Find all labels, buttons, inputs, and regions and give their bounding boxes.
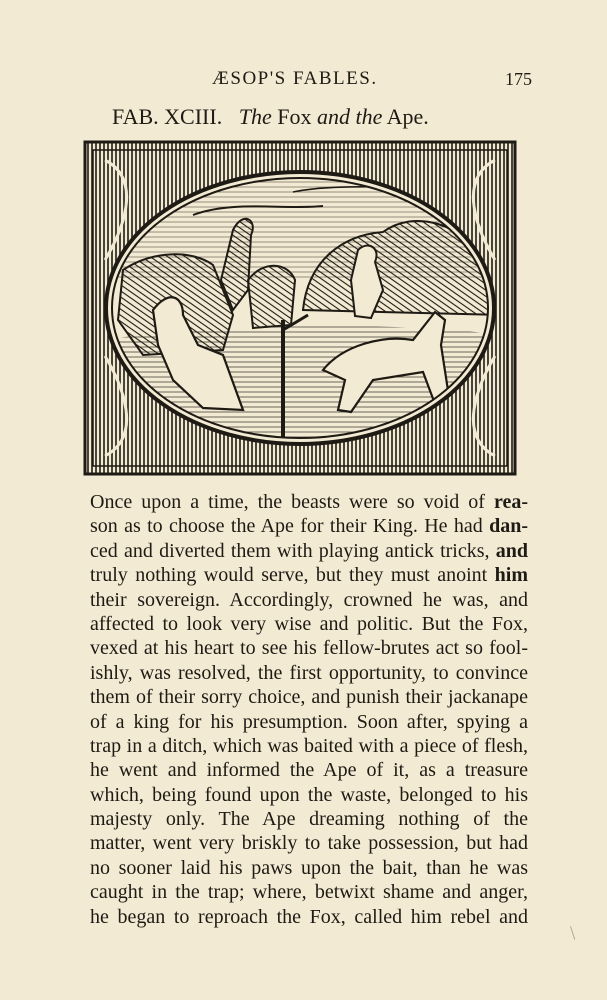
margin-mark [570,924,581,939]
body-line: their sovereign. Accordingly, crowned he was, and [90,588,528,611]
body-line: matter, went very briskly to take possession, but had [90,832,528,855]
body-line: truly nothing would serve, but they must anoint him [90,564,528,587]
body-line: vexed at his heart to see his fellow-brutes act so fool- [90,637,528,660]
body-line: caught in the trap; where, betwixt shame and anger, [90,881,528,904]
fable-title-and-the: and the [316,104,383,129]
body-line: ishly, was resolved, the first opportunity, to convince [90,661,528,684]
body-line: son as to choose the Ape for their King. He had dan- [90,515,528,538]
body-line: he went and informed the Ape of it, as a treasure [90,759,528,782]
fable-title-the: The [238,104,272,129]
body-line: trap in a ditch, which was baited with a piece of flesh, [90,734,528,757]
body-line: them of their sorry choice, and punish their jackanape [90,686,528,709]
bear [248,266,295,328]
body-line: he began to reproach the Fox, called him rebel and [90,905,528,928]
body-line: which, being found upon the waste, belonged to his [90,783,528,806]
fable-title-fox: Fox [277,104,312,129]
body-line: ced and diverted them with playing antick tricks, and [90,539,528,562]
body-line: Once upon a time, the beasts were so void of rea- [90,491,528,513]
woodcut-illustration [83,140,517,476]
fable-title-ape: Ape. [386,104,429,129]
body-line: of a king for his presumption. Soon after, spying a [90,710,528,733]
body-line: affected to look very wise and politic. But the Fox, [90,612,528,635]
fable-body [90,490,528,929]
body-line: no sooner laid his paws upon the bait, than he was [90,856,528,879]
running-title: ÆSOP'S FABLES. [212,68,378,89]
fable-number: FAB. XCIII. [112,104,223,129]
fable-heading [112,104,512,130]
running-head [0,68,607,92]
body-line: majesty only. The Ape dreaming nothing of the [90,808,528,831]
page-number: 175 [505,69,532,89]
